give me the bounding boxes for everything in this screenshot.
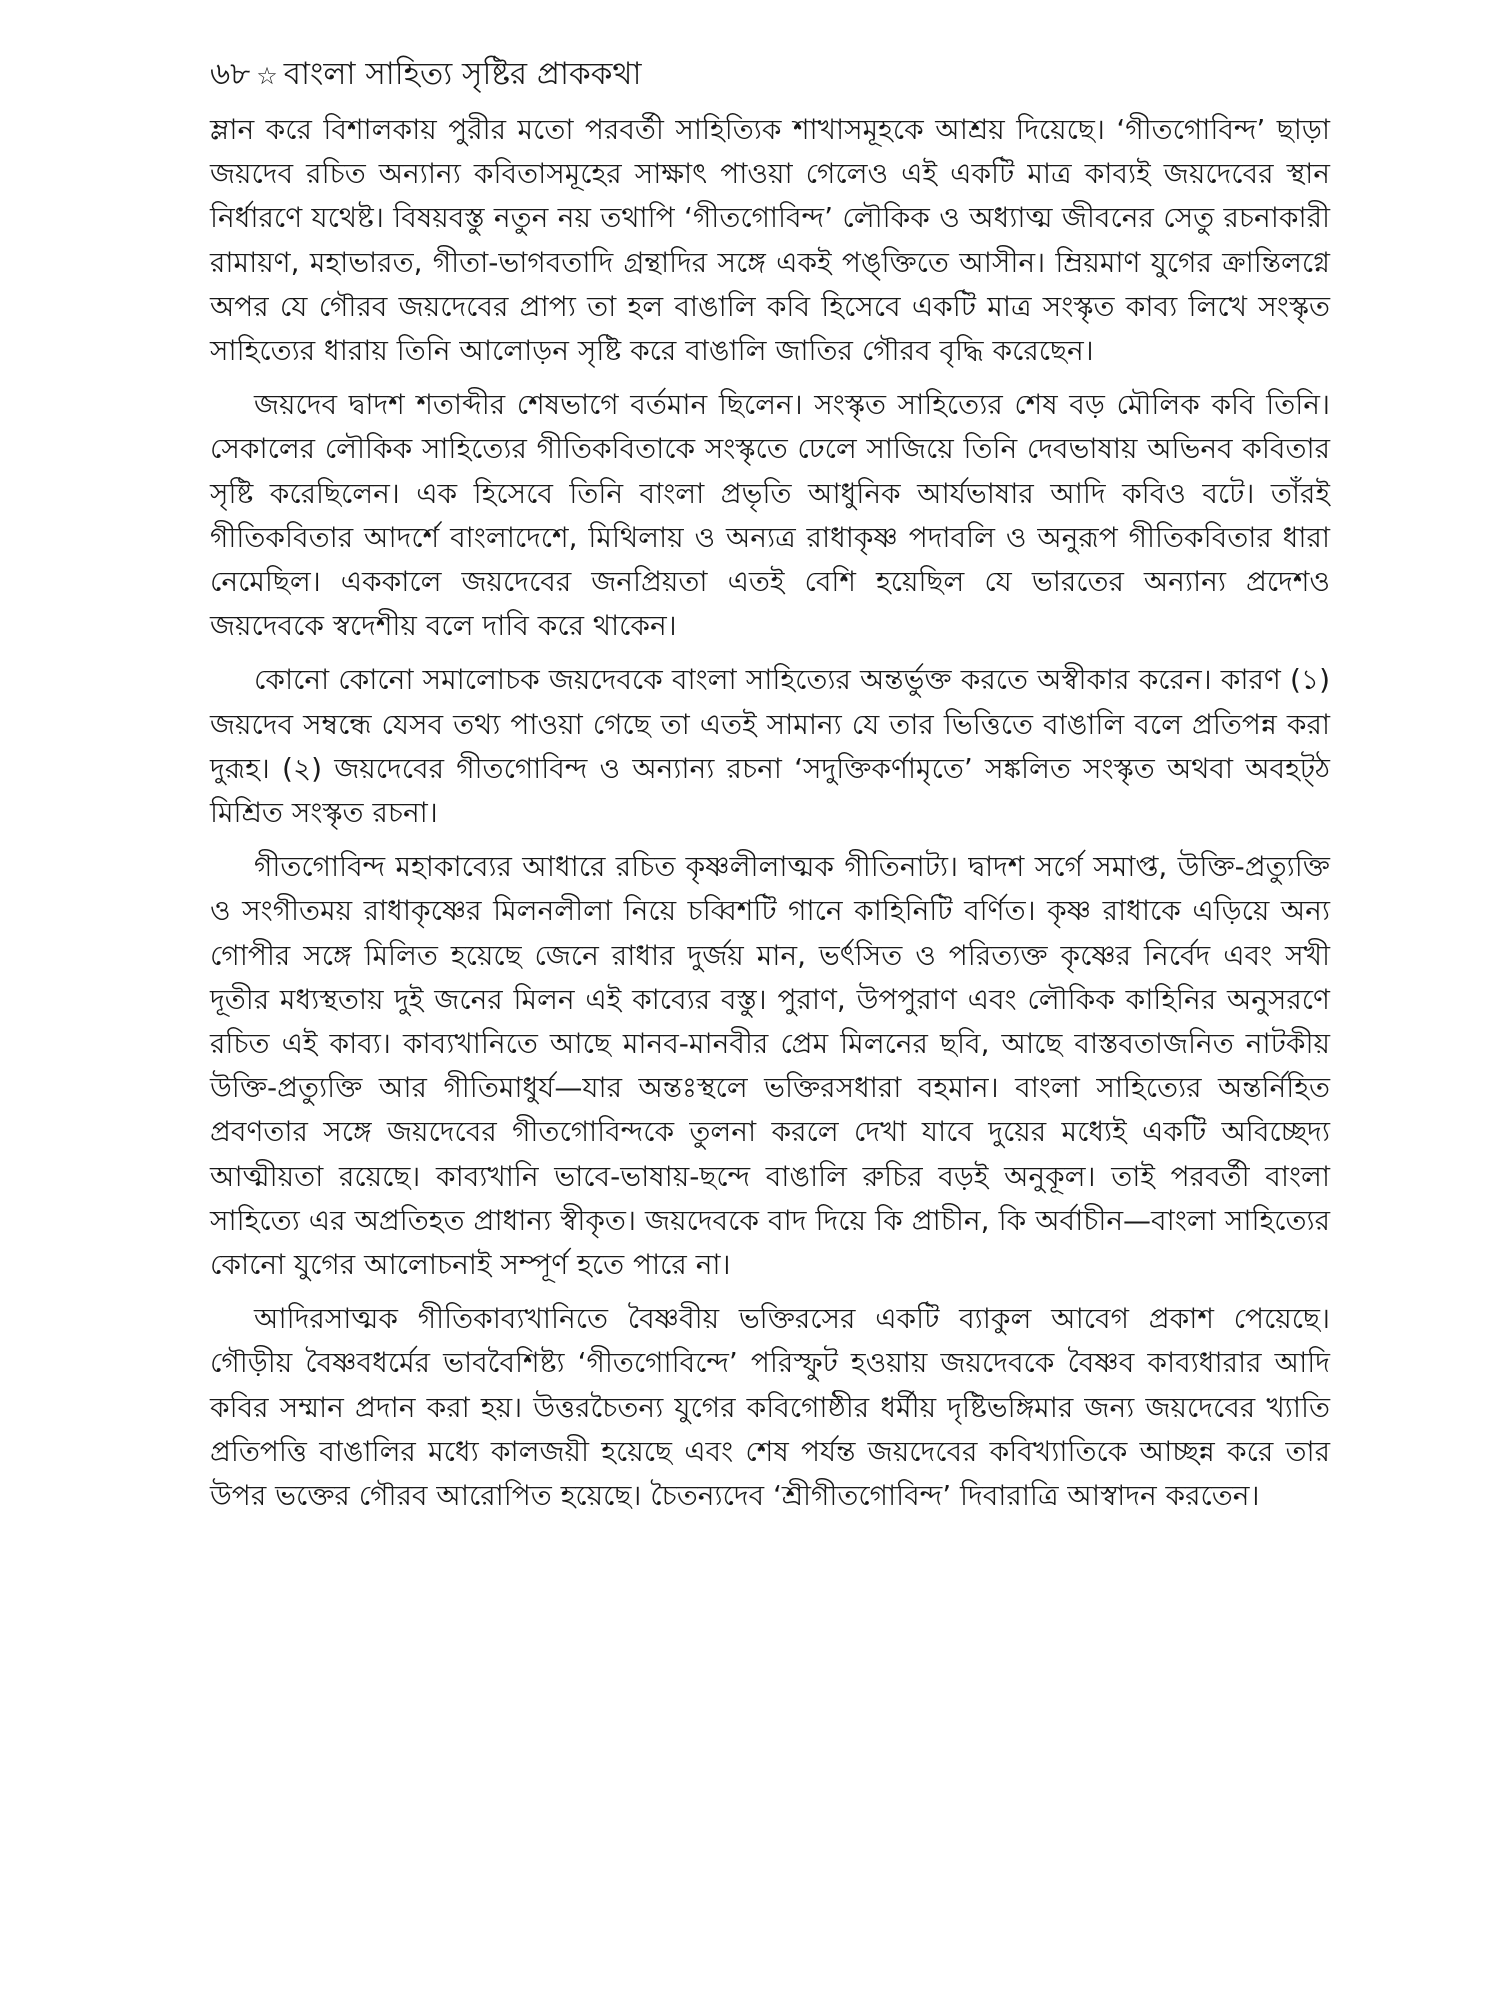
running-head bbox=[210, 52, 1330, 98]
book-title: বাংলা সাহিত্য সৃষ্টির প্রাককথা bbox=[283, 56, 642, 92]
page-number: ৬৮ bbox=[210, 56, 251, 92]
paragraph-4: গীতগোবিন্দ মহাকাব্যের আধারে রচিত কৃষ্ণলীলাত্মক গীতিনাট্য। দ্বাদশ সর্গে সমাপ্ত, উক্তি-প্রত্যুক্তি ও সংগীতময় রাধাকৃষ্ণের মিলনলীলা নিয়ে চব্বিশটি গানে কাহিনিটি বর্ণিত। কৃষ্ণ রাধাকে এড়িয়ে অন্য গোপীর সঙ্গে মিলিত হয়েছে জেনে রাধার দুর্জয় মান, ভর্ৎসিত ও পরিত্যক্ত কৃষ্ণের নির্বেদ এবং সখী দূতীর মধ্যস্থতায় দুই জনের মিলন এই কাব্যের বস্তু। পুরাণ, উপপুরাণ এবং লৌকিক কাহিনির অনুসরণে রচিত এই কাব্য। কাব্যখানিতে আছে মানব-মানবীর প্রেম মিলনের ছবি, আছে বাস্তবতাজনিত নাটকীয় উক্তি-প্রত্যুক্তি আর গীতিমাধুর্য—যার অন্তঃস্থলে ভক্তিরসধারা বহমান। বাংলা সাহিত্যের অন্তর্নিহিত প্রবণতার সঙ্গে জয়দেবের গীতগোবিন্দকে তুলনা করলে দেখা যাবে দুয়ের মধ্যেই একটি অবিচ্ছেদ্য আত্মীয়তা রয়েছে। কাব্যখানি ভাবে-ভাষায়-ছন্দে বাঙালি রুচির বড়ই অনুকূল। তাই পরবর্তী বাংলা সাহিত্যে এর অপ্রতিহত প্রাধান্য স্বীকৃত। জয়দেবকে বাদ দিয়ে কি প্রাচীন, কি অর্বাচীন—বাংলা সাহিত্যের কোনো যুগের আলোচনাই সম্পূর্ণ হতে পারে না। bbox=[210, 850, 1330, 1282]
star-outline-icon: ☆ bbox=[256, 62, 278, 90]
paragraph-3: কোনো কোনো সমালোচক জয়দেবকে বাংলা সাহিত্যের অন্তর্ভুক্ত করতে অস্বীকার করেন। কারণ (১) জয়দেব সম্বন্ধে যেসব তথ্য পাওয়া গেছে তা এতই সামান্য যে তার ভিত্তিতে বাঙালি বলে প্রতিপন্ন করা দুরূহ। (২) জয়দেবের গীতগোবিন্দ ও অন্যান্য রচনা ‘সদুক্তিকর্ণামৃতে’ সঙ্কলিত সংস্কৃত অথবা অবহট্‌ঠ মিশ্রিত সংস্কৃত রচনা। bbox=[210, 663, 1330, 830]
body-text bbox=[210, 108, 1330, 1518]
paragraph-5: আদিরসাত্মক গীতিকাব্যখানিতে বৈষ্ণবীয় ভক্তিরসের একটি ব্যাকুল আবেগ প্রকাশ পেয়েছে। গৌড়ীয় বৈষ্ণবধর্মের ভাববৈশিষ্ট্য ‘গীতগোবিন্দে’ পরিস্ফুট হওয়ায় জয়দেবকে বৈষ্ণব কাব্যধারার আদি কবির সম্মান প্রদান করা হয়। উত্তরচৈতন্য যুগের কবিগোষ্ঠীর ধর্মীয় দৃষ্টিভঙ্গিমার জন্য জয়দেবের খ্যাতি প্রতিপত্তি বাঙালির মধ্যে কালজয়ী হয়েছে এবং শেষ পর্যন্ত জয়দেবের কবিখ্যাতিকে আচ্ছন্ন করে তার উপর ভক্তের গৌরব আরোপিত হয়েছে। চৈতন্যদেব ‘শ্রীগীতগোবিন্দ’ দিবারাত্রি আস্বাদন করতেন। bbox=[210, 1302, 1330, 1513]
paragraph-1: ম্লান করে বিশালকায় পুরীর মতো পরবর্তী সাহিত্যিক শাখাসমূহকে আশ্রয় দিয়েছে। ‘গীতগোবিন্দ’ ছাড়া জয়দেব রচিত অন্যান্য কবিতাসমূহের সাক্ষাৎ পাওয়া গেলেও এই একটি মাত্র কাব্যই জয়দেবের স্থান নির্ধারণে যথেষ্ট। বিষয়বস্তু নতুন নয় তথাপি ‘গীতগোবিন্দ’ লৌকিক ও অধ্যাত্ম জীবনের সেতু রচনাকারী রামায়ণ, মহাভারত, গীতা-ভাগবতাদি গ্রন্থাদির সঙ্গে একই পঙ্‌ক্তিতে আসীন। ম্রিয়মাণ যুগের ক্রান্তিলগ্নে অপর যে গৌরব জয়দেবের প্রাপ্য তা হল বাঙালি কবি হিসেবে একটি মাত্র সংস্কৃত কাব্য লিখে সংস্কৃত সাহিত্যের ধারায় তিনি আলোড়ন সৃষ্টি করে বাঙালি জাতির গৌরব বৃদ্ধি করেছেন। bbox=[210, 113, 1330, 368]
paragraph-2: জয়দেব দ্বাদশ শতাব্দীর শেষভাগে বর্তমান ছিলেন। সংস্কৃত সাহিত্যের শেষ বড় মৌলিক কবি তিনি। সেকালের লৌকিক সাহিত্যের গীতিকবিতাকে সংস্কৃতে ঢেলে সাজিয়ে তিনি দেবভাষায় অভিনব কবিতার সৃষ্টি করেছিলেন। এক হিসেবে তিনি বাংলা প্রভৃতি আধুনিক আর্যভাষার আদি কবিও বটে। তাঁরই গীতিকবিতার আদর্শে বাংলাদেশে, মিথিলায় ও অন্যত্র রাধাকৃষ্ণ পদাবলি ও অনুরূপ গীতিকবিতার ধারা নেমেছিল। এককালে জয়দেবের জনপ্রিয়তা এতই বেশি হয়েছিল যে ভারতের অন্যান্য প্রদেশও জয়দেবকে স্বদেশীয় বলে দাবি করে থাকেন। bbox=[210, 388, 1330, 643]
